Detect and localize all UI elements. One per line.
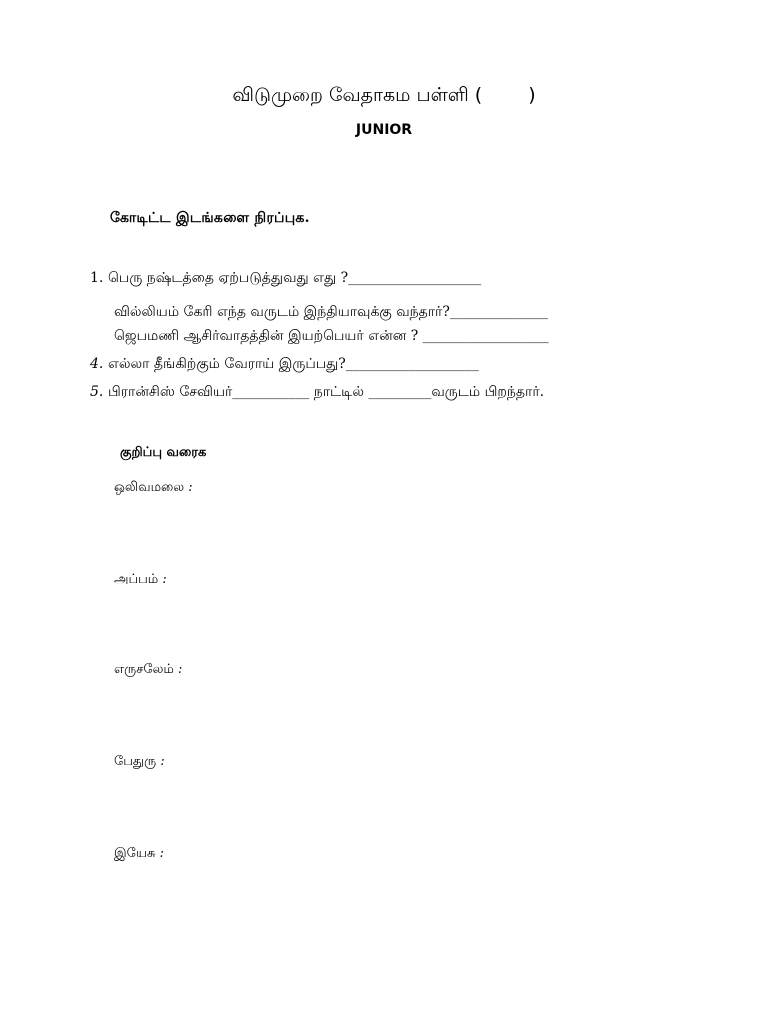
note-colon: : — [178, 662, 183, 677]
notes-heading: குறிப்பு வரைக — [120, 445, 207, 460]
title-close-paren: ) — [528, 84, 536, 106]
question-text: ஜெபமணி ஆசிர்வாதத்தின் இயற்பெயர் என்ன ? __________________ — [114, 328, 549, 344]
question-text: வில்லியம் கேரி எந்த வருடம் இந்தியாவுக்கு வந்தார்?______________ — [114, 304, 548, 320]
title-text: விடுமுறை வேதாகம பள்ளி ( — [232, 84, 483, 106]
question-number: 5. — [90, 384, 104, 400]
page-title — [0, 84, 768, 109]
note-colon: : — [188, 480, 193, 495]
note-label: இயேசு — [114, 846, 156, 861]
note-item-jesus — [114, 846, 164, 862]
question-number: 4. — [90, 356, 104, 372]
note-label: பேதுரு — [114, 754, 157, 769]
question-2 — [114, 304, 548, 322]
note-colon: : — [162, 572, 167, 587]
question-number: 1. — [90, 270, 104, 286]
question-text: எல்லா தீங்கிற்கும் வேராய் இருப்பது?___________________ — [108, 356, 479, 372]
note-item-olivet — [114, 480, 193, 496]
question-text: பெரு நஷ்டத்தை ஏற்படுத்துவது எது ?___________________ — [108, 270, 482, 286]
question-3 — [114, 328, 549, 346]
question-4 — [90, 356, 479, 374]
note-label: ஒலிவமலை — [114, 480, 185, 495]
note-colon: : — [159, 846, 165, 861]
note-label: அப்பம் — [114, 572, 159, 587]
note-label: எருசலேம் — [114, 662, 174, 677]
note-item-jerusalem — [114, 662, 182, 678]
question-text: பிரான்சிஸ் சேவியர்___________ நாட்டில் _________வருடம் பிறந்தார். — [108, 384, 545, 400]
note-item-peter — [114, 754, 165, 770]
level-label: JUNIOR — [355, 122, 413, 138]
question-1 — [90, 270, 481, 288]
note-item-bread — [114, 572, 167, 588]
fill-blanks-heading: கோடிட்ட இடங்களை நிரப்புக. — [110, 210, 310, 226]
note-colon: : — [160, 754, 165, 769]
question-5 — [90, 384, 544, 402]
